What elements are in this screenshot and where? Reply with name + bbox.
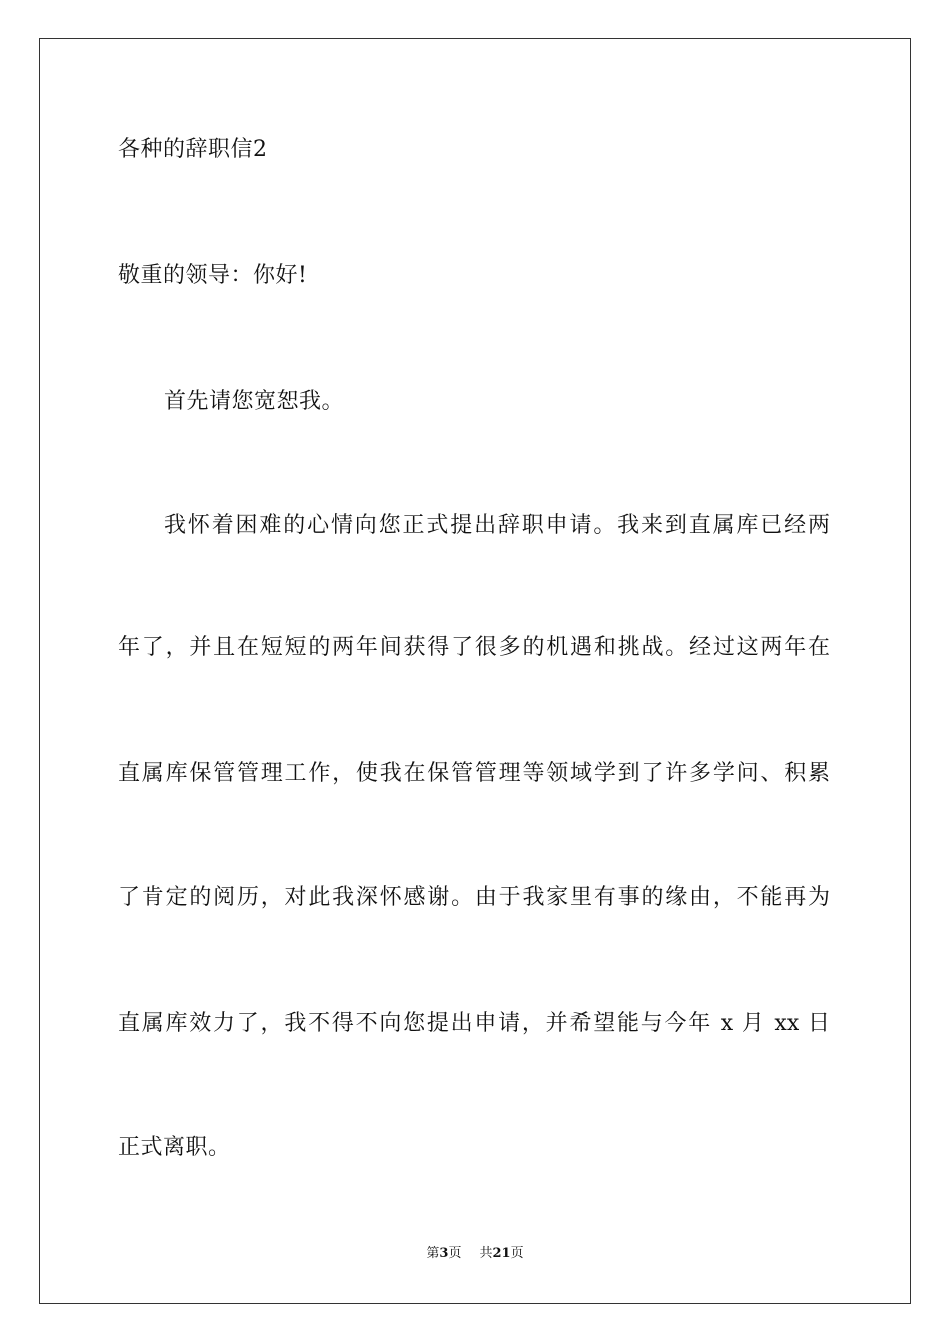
body-line-5: 直属库效力了，我不得不向您提出申请，并希望能与今年 x 月 xx 日 (118, 1011, 830, 1036)
paragraph-opening: 首先请您宽恕我。 (164, 389, 345, 414)
page-border (39, 38, 911, 1304)
page-number: 3 (439, 1246, 449, 1261)
page-suffix: 页 (448, 1246, 462, 1261)
total-prefix: 共 (479, 1246, 493, 1261)
body-line-1: 我怀着困难的心情向您正式提出辞职申请。我来到直属库已经两 (164, 513, 830, 538)
body-line-2: 年了，并且在短短的两年间获得了很多的机遇和挑战。经过这两年在 (118, 635, 830, 660)
page-prefix: 第 (426, 1246, 440, 1261)
total-suffix: 页 (510, 1246, 524, 1261)
body-line-6: 正式离职。 (118, 1135, 231, 1160)
document-title: 各种的辞职信2 (118, 137, 268, 162)
page-footer (0, 1245, 950, 1263)
body-line-3: 直属库保管管理工作，使我在保管管理等领域学到了许多学问、积累 (118, 761, 830, 786)
total-pages: 21 (492, 1246, 511, 1261)
salutation: 敬重的领导：你好! (118, 263, 308, 288)
body-line-4: 了肯定的阅历，对此我深怀感谢。由于我家里有事的缘由，不能再为 (118, 885, 830, 910)
